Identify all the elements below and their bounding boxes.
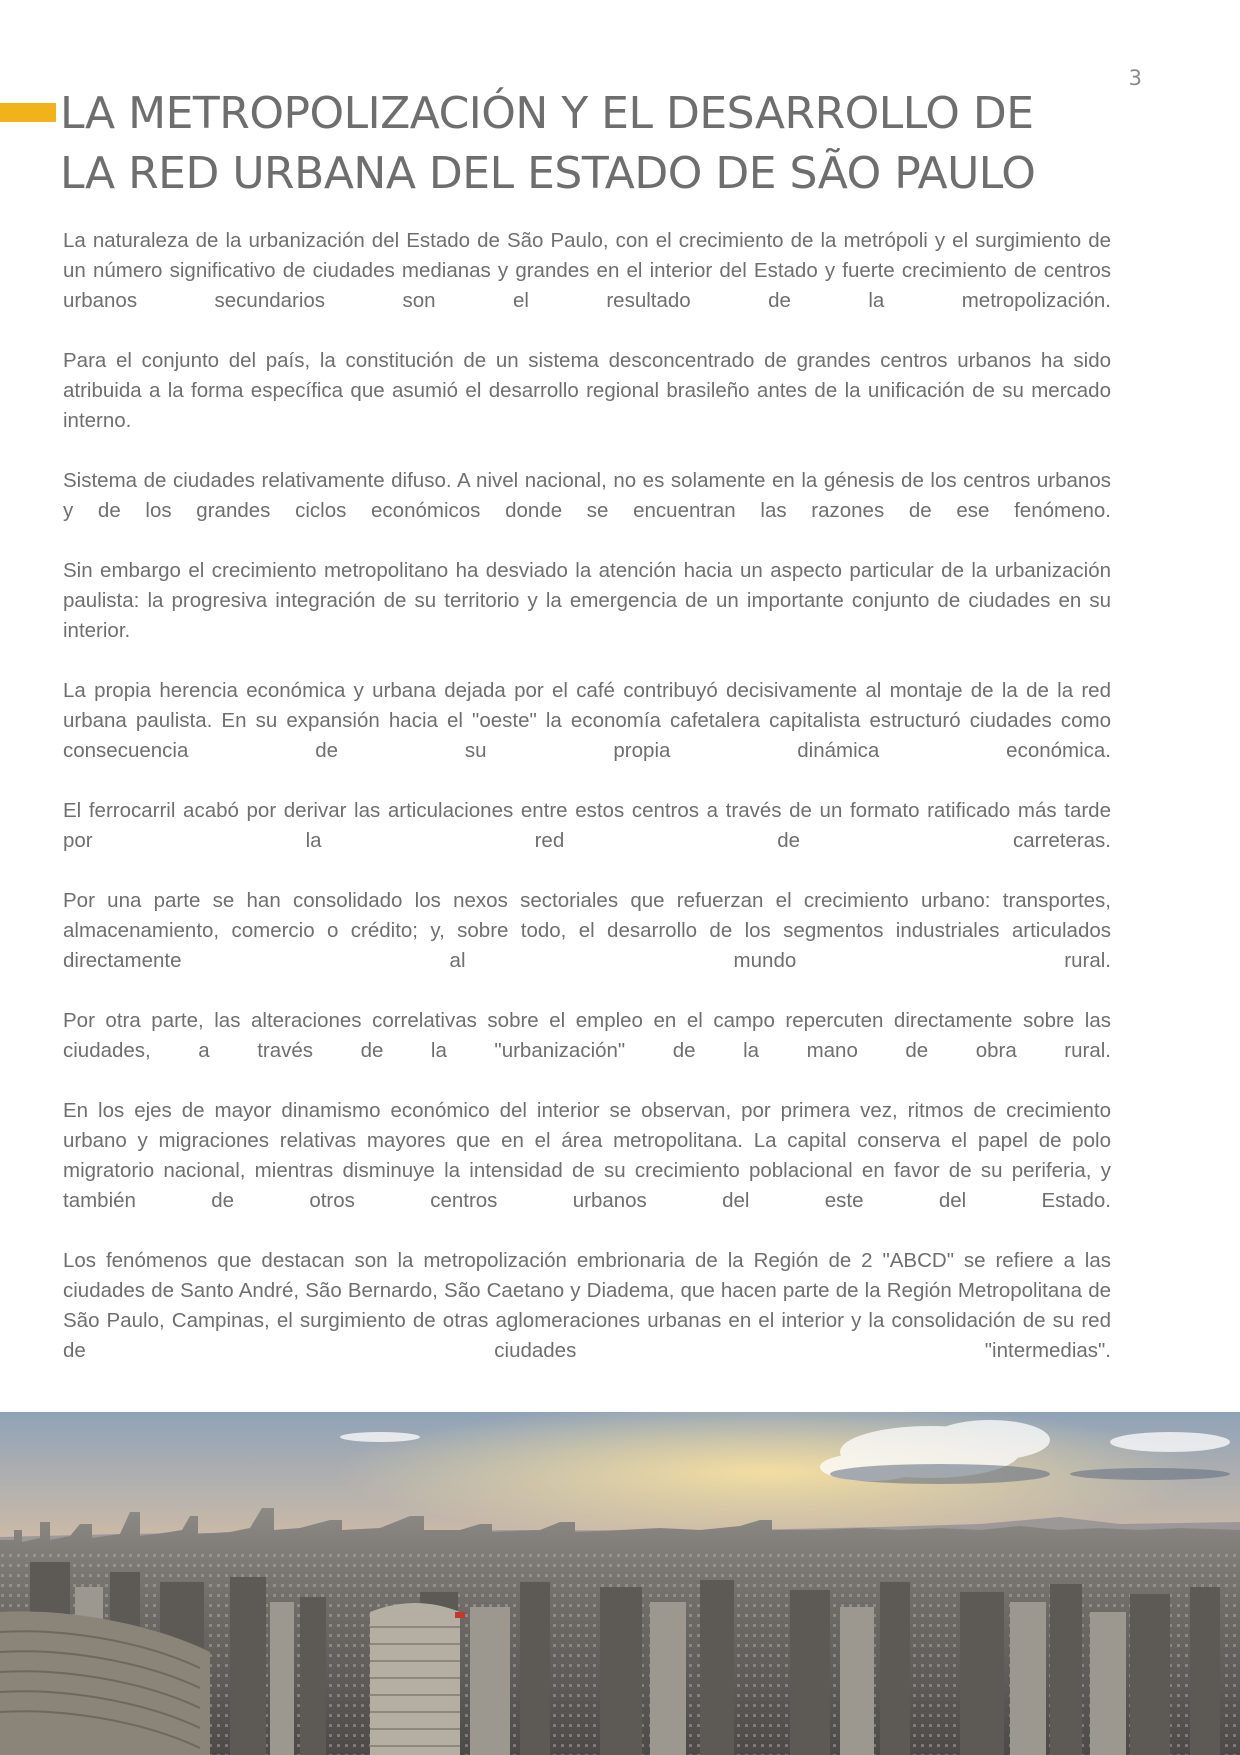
paragraph-2: Para el conjunto del país, la constitución de un sistema desconcentrado de grandes centros urbanos ha sido atribuida a la forma específica que asumió el desarrollo regional brasileño antes de la unificación de su mercado interno. (63, 349, 1111, 432)
paragraph-6: El ferrocarril acabó por derivar las articulaciones entre estos centros a través de un formato ratificado más tarde por la red de carreteras. (63, 799, 1111, 852)
title-accent-bar (0, 103, 56, 122)
body-text (63, 226, 1111, 1396)
page-title (60, 84, 1060, 204)
paragraph-10: Los fenómenos que destacan son la metropolización embrionaria de la Región de 2 "ABCD" se refiere a las ciudades de Santo André, São Bernardo, São Caetano y Diadema, que hacen parte de la Región Metropolitana de São Paulo, Campinas, el surgimiento de otras aglomeraciones urbanas en el interior y la consolidación de su red de ciudades "intermedias". (63, 1249, 1111, 1362)
paragraph-7: Por una parte se han consolidado los nexos sectoriales que refuerzan el crecimiento urbano: transportes, almacenamiento, comercio o crédito; y, sobre todo, el desarrollo de los segmentos industriales articulados directamente al mundo rural. (63, 889, 1111, 972)
page-title-line-2: LA RED URBANA DEL ESTADO DE SÃO PAULO (60, 148, 1036, 199)
paragraph-3: Sistema de ciudades relativamente difuso. A nivel nacional, no es solamente en la génesis de los centros urbanos y de los grandes ciclos económicos donde se encuentran las razones de ese fenómeno. (63, 469, 1111, 522)
page-number: 3 (1128, 66, 1142, 90)
page-title-line-1: LA METROPOLIZACIÓN Y EL DESARROLLO DE (60, 88, 1034, 139)
paragraph-9: En los ejes de mayor dinamismo económico del interior se observan, por primera vez, ritmos de crecimiento urbano y migraciones relativas mayores que en el área metropolitana. La capital conserva el papel de polo migratorio nacional, mientras disminuye la intensidad de su crecimiento poblacional en favor de su periferia, y también de otros centros urbanos del este del Estado. (63, 1099, 1111, 1212)
paragraph-5: La propia herencia económica y urbana dejada por el café contribuyó decisivamente al montaje de la de la red urbana paulista. En su expansión hacia el "oeste" la economía cafetalera capitalista estructuró ciudades como consecuencia de su propia dinámica económica. (63, 679, 1111, 762)
paragraph-8: Por otra parte, las alteraciones correlativas sobre el empleo en el campo repercuten directamente sobre las ciudades, a través de la "urbanización" de la mano de obra rural. (63, 1009, 1111, 1062)
paragraph-1: La naturaleza de la urbanización del Estado de São Paulo, con el crecimiento de la metrópoli y el surgimiento de un número significativo de ciudades medianas y grandes en el interior del Estado y fuerte crecimiento de centros urbanos secundarios son el resultado de la metropolización. (63, 229, 1111, 312)
paragraph-4: Sin embargo el crecimiento metropolitano ha desviado la atención hacia un aspecto particular de la urbanización paulista: la progresiva integración de su territorio y la emergencia de un importante conjunto de ciudades en su interior. (63, 559, 1111, 642)
city-skyline-photo (0, 1412, 1240, 1755)
